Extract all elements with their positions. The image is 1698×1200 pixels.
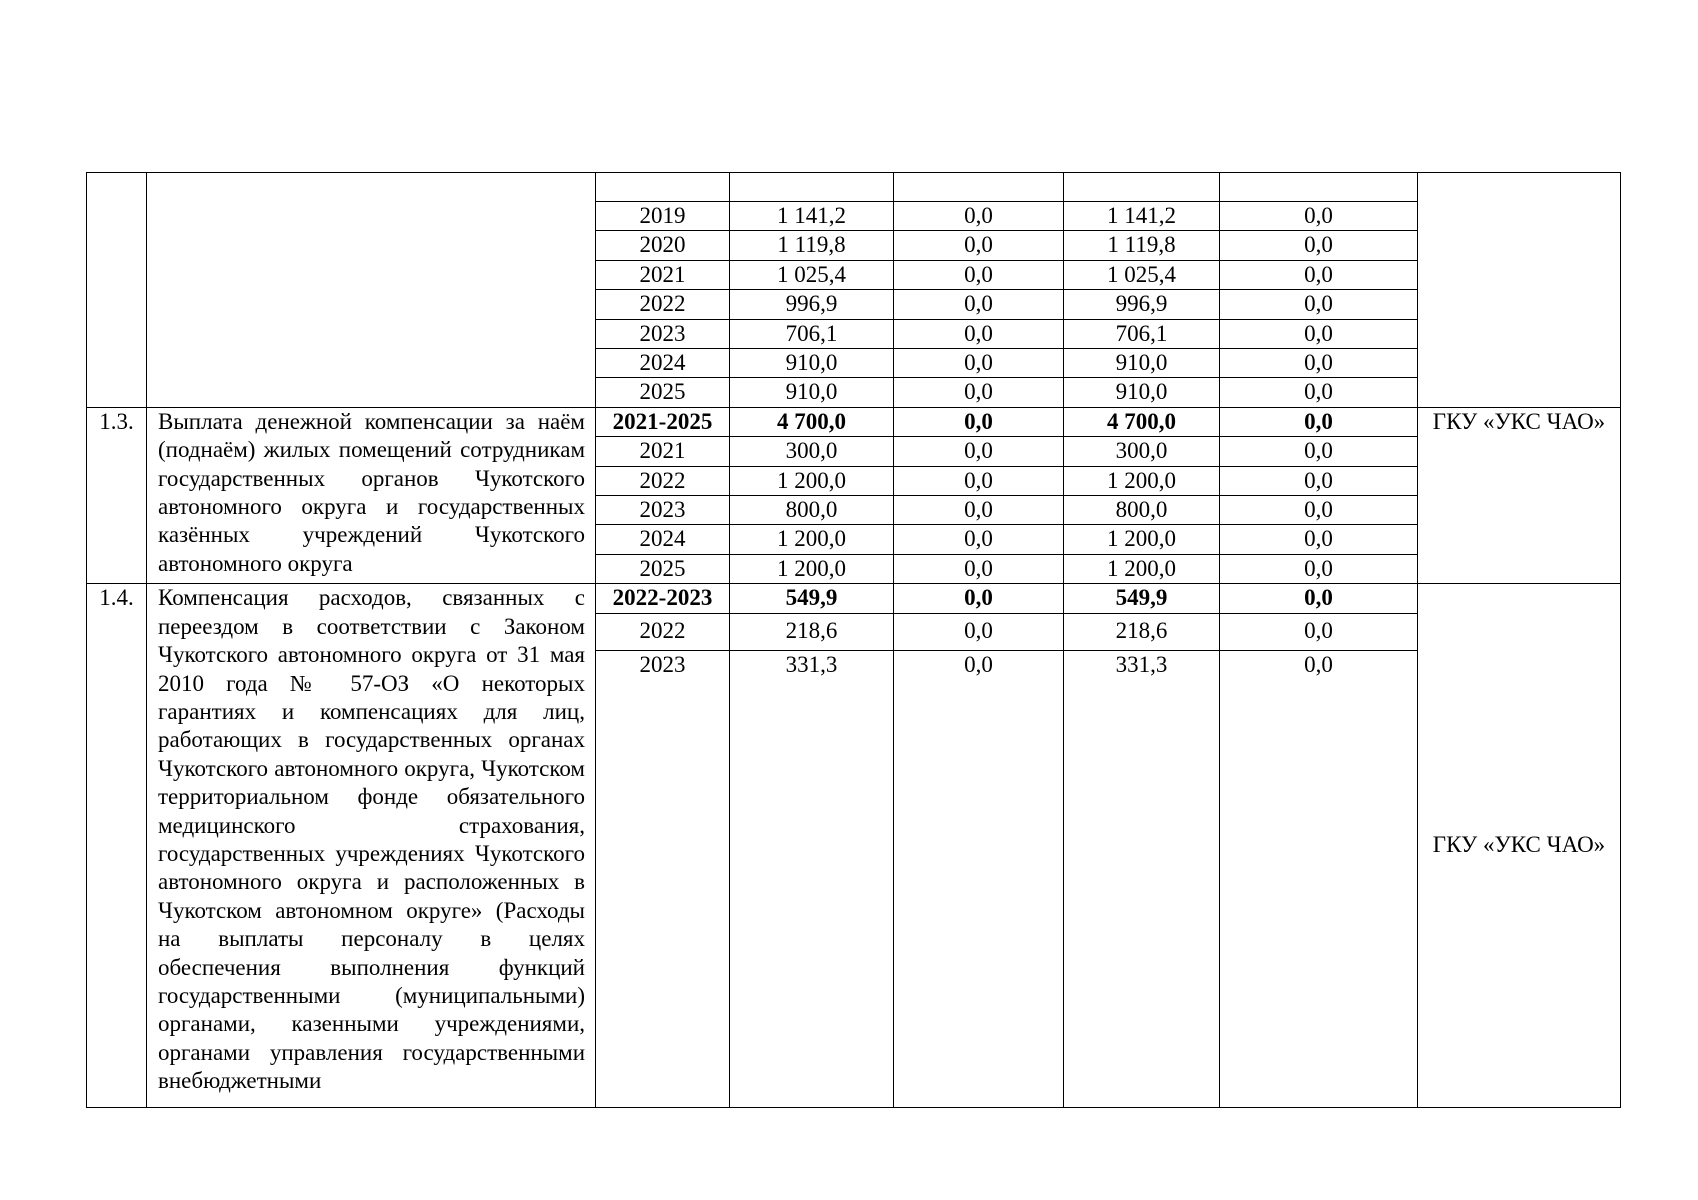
cell-regional: 910,0 — [1064, 349, 1220, 378]
cell-other — [1220, 173, 1418, 202]
cell-total: 1 200,0 — [730, 525, 894, 554]
cell-federal: 0,0 — [894, 650, 1064, 1107]
cell-total: 1 200,0 — [730, 466, 894, 495]
cell-federal: 0,0 — [894, 525, 1064, 554]
cell-total: 800,0 — [730, 496, 894, 525]
cell-regional: 1 119,8 — [1064, 231, 1220, 260]
cell-year: 2021 — [596, 260, 730, 289]
item-name: Выплата денежной компенсации за наём (поднаём) жилых помещений сотрудникам государственных органов Чукотского автономного округа и государственных казённых учреждений Чукотского автономного округа — [147, 407, 596, 583]
cell-total: 910,0 — [730, 378, 894, 407]
cell-federal — [894, 173, 1064, 202]
item-responsible: ГКУ «УКС ЧАО» — [1418, 584, 1621, 1107]
cell-year: 2024 — [596, 349, 730, 378]
cell-federal: 0,0 — [894, 202, 1064, 231]
cell-regional: 910,0 — [1064, 378, 1220, 407]
cell-regional: 996,9 — [1064, 290, 1220, 319]
cell-federal: 0,0 — [894, 466, 1064, 495]
cell-regional: 706,1 — [1064, 319, 1220, 348]
item-number: 1.3. — [87, 407, 147, 583]
item-number-cell — [87, 173, 147, 408]
cell-regional: 1 141,2 — [1064, 202, 1220, 231]
cell-total: 1 200,0 — [730, 554, 894, 583]
cell-federal: 0,0 — [894, 378, 1064, 407]
cell-regional: 300,0 — [1064, 437, 1220, 466]
cell-year: 2023 — [596, 496, 730, 525]
cell-year — [596, 173, 730, 202]
cell-federal: 0,0 — [894, 613, 1064, 650]
cell-federal: 0,0 — [894, 407, 1064, 436]
cell-year: 2019 — [596, 202, 730, 231]
cell-federal: 0,0 — [894, 319, 1064, 348]
cell-total: 996,9 — [730, 290, 894, 319]
cell-total: 1 119,8 — [730, 231, 894, 260]
cell-federal: 0,0 — [894, 349, 1064, 378]
cell-year: 2024 — [596, 525, 730, 554]
cell-federal: 0,0 — [894, 437, 1064, 466]
cell-regional: 4 700,0 — [1064, 407, 1220, 436]
responsible-cell — [1418, 173, 1621, 408]
cell-year: 2023 — [596, 650, 730, 1107]
cell-total: 1 025,4 — [730, 260, 894, 289]
cell-year: 2023 — [596, 319, 730, 348]
cell-federal: 0,0 — [894, 231, 1064, 260]
cell-year: 2022 — [596, 613, 730, 650]
cell-other: 0,0 — [1220, 525, 1418, 554]
cell-federal: 0,0 — [894, 554, 1064, 583]
cell-total: 331,3 — [730, 650, 894, 1107]
cell-regional: 1 200,0 — [1064, 525, 1220, 554]
cell-other: 0,0 — [1220, 378, 1418, 407]
cell-total: 218,6 — [730, 613, 894, 650]
item-name-cell — [147, 173, 596, 408]
cell-other: 0,0 — [1220, 496, 1418, 525]
cell-total: 549,9 — [730, 584, 894, 613]
cell-other: 0,0 — [1220, 466, 1418, 495]
cell-year: 2021-2025 — [596, 407, 730, 436]
cell-other: 0,0 — [1220, 349, 1418, 378]
cell-year: 2021 — [596, 437, 730, 466]
cell-year: 2022-2023 — [596, 584, 730, 613]
table-body — [87, 173, 1621, 1108]
cell-year: 2025 — [596, 378, 730, 407]
cell-federal: 0,0 — [894, 496, 1064, 525]
cell-other: 0,0 — [1220, 584, 1418, 613]
cell-other: 0,0 — [1220, 319, 1418, 348]
cell-regional: 800,0 — [1064, 496, 1220, 525]
cell-regional: 1 200,0 — [1064, 554, 1220, 583]
table-row — [87, 407, 1621, 436]
cell-other: 0,0 — [1220, 613, 1418, 650]
cell-other: 0,0 — [1220, 554, 1418, 583]
item-number: 1.4. — [87, 584, 147, 1107]
cell-regional — [1064, 173, 1220, 202]
cell-other: 0,0 — [1220, 437, 1418, 466]
cell-year: 2022 — [596, 466, 730, 495]
cell-federal: 0,0 — [894, 290, 1064, 319]
cell-total: 1 141,2 — [730, 202, 894, 231]
cell-total — [730, 173, 894, 202]
cell-federal: 0,0 — [894, 584, 1064, 613]
cell-regional: 1 200,0 — [1064, 466, 1220, 495]
cell-regional: 549,9 — [1064, 584, 1220, 613]
cell-regional: 1 025,4 — [1064, 260, 1220, 289]
table-row — [87, 173, 1621, 202]
budget-table — [86, 172, 1621, 1108]
cell-other: 0,0 — [1220, 290, 1418, 319]
cell-regional: 331,3 — [1064, 650, 1220, 1107]
cell-other: 0,0 — [1220, 202, 1418, 231]
cell-year: 2025 — [596, 554, 730, 583]
cell-other: 0,0 — [1220, 260, 1418, 289]
item-responsible: ГКУ «УКС ЧАО» — [1418, 407, 1621, 583]
cell-other: 0,0 — [1220, 407, 1418, 436]
cell-total: 4 700,0 — [730, 407, 894, 436]
cell-year: 2020 — [596, 231, 730, 260]
item-name: Компенсация расходов, связанных с переездом в соответствии с Законом Чукотского автономного округа от 31 мая 2010 года № 57-ОЗ «О некоторых гарантиях и компенсациях для лиц, работающих в государственных органах Чукотского автономного округа, Чукотском территориальном фонде обязательного медицинского страхования, государственных учреждениях Чукотского автономного округа и расположенных в Чукотском автономном округе» (Расходы на выплаты персоналу в целях обеспечения выполнения функций государственными (муниципальными) органами, казенными учреждениями, органами управления государственными внебюджетными — [147, 584, 596, 1107]
cell-other: 0,0 — [1220, 231, 1418, 260]
table-row — [87, 584, 1621, 613]
cell-total: 910,0 — [730, 349, 894, 378]
cell-federal: 0,0 — [894, 260, 1064, 289]
cell-total: 300,0 — [730, 437, 894, 466]
cell-regional: 218,6 — [1064, 613, 1220, 650]
cell-total: 706,1 — [730, 319, 894, 348]
cell-other: 0,0 — [1220, 650, 1418, 1107]
cell-year: 2022 — [596, 290, 730, 319]
